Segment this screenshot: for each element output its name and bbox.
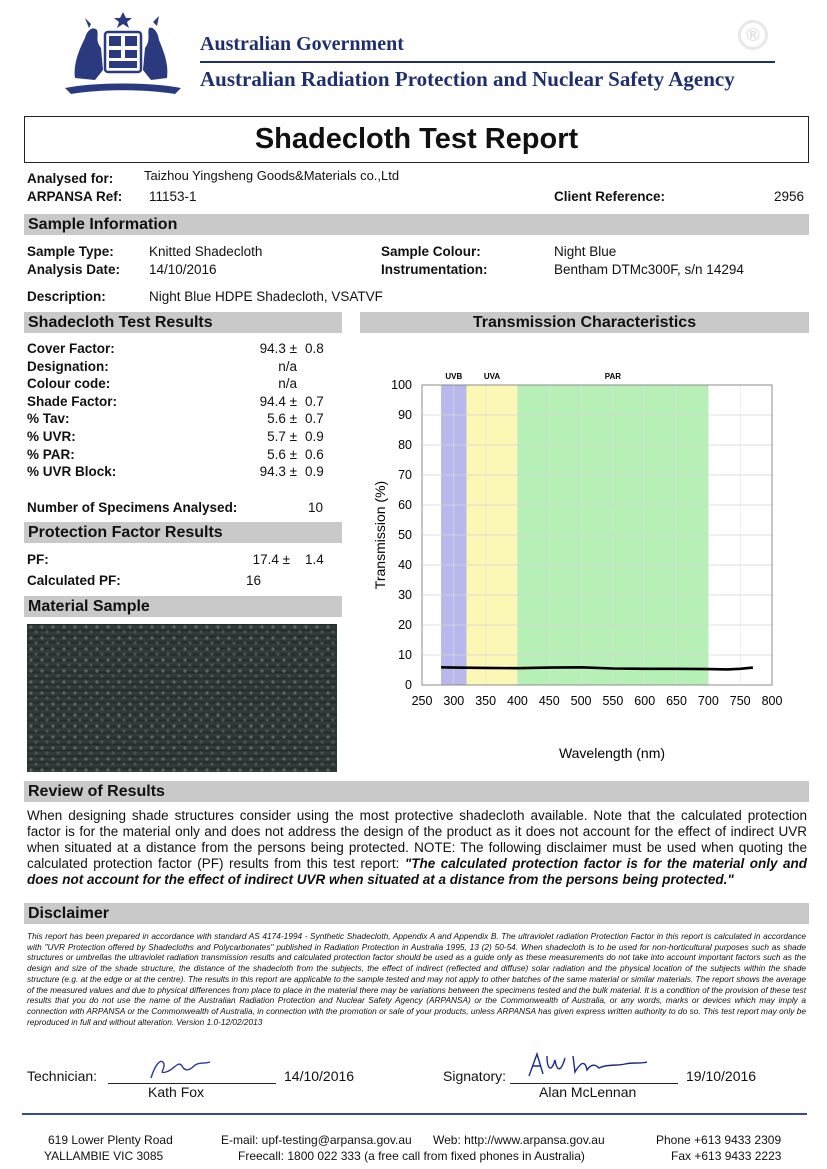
calculated-pf-label: Calculated PF: [27,573,121,588]
arpansa-ref-label: ARPANSA Ref: [27,189,123,204]
result-row [27,394,337,411]
y-tick-label: 20 [398,618,412,632]
x-tick-label: 600 [634,694,656,708]
sample-type-value: Knitted Shadecloth [149,244,263,259]
x-tick-label: 650 [666,694,687,708]
sample-info-heading: Sample Information [24,214,809,235]
result-row [27,411,337,428]
specimens-label: Number of Specimens Analysed: [27,500,238,515]
result-error: 0.9 [305,464,324,480]
y-tick-label: 0 [405,678,412,692]
footer-fax: Fax +613 9433 2223 [671,1149,782,1163]
result-label: % PAR: [27,446,75,462]
result-label: Designation: [27,358,109,374]
client-ref-label: Client Reference: [554,189,666,204]
technician-signature-icon [148,1056,213,1084]
disclaimer-heading: Disclaimer [24,903,809,924]
x-axis-label: Wavelength (nm) [558,745,666,761]
x-tick-label: 300 [443,694,465,708]
band-label: UVA [483,372,501,381]
result-error: 0.9 [305,429,324,444]
review-text [27,808,807,888]
y-tick-label: 50 [398,528,412,542]
review-heading: Review of Results [24,781,809,802]
pf-error: 1.4 [305,552,324,567]
signatory-label: Signatory: [443,1068,507,1084]
instrumentation-label: Instrumentation: [381,262,488,277]
result-error: 0.8 [305,341,324,356]
y-tick-label: 80 [398,438,412,452]
result-error: 0.6 [305,446,324,462]
signatory-date: 19/10/2016 [686,1068,757,1084]
x-tick-label: 400 [507,694,528,708]
result-label: Cover Factor: [27,341,115,356]
result-error: 0.7 [305,411,324,427]
footer-address-line2: YALLAMBIE VIC 3085 [44,1149,164,1163]
result-row [27,376,337,393]
test-results-heading: Shadecloth Test Results [24,312,342,333]
arpansa-ref-value: 11153-1 [149,189,197,204]
result-value: 5.6 ± [267,411,297,427]
band-label: PAR [604,372,622,381]
y-tick-label: 90 [398,408,412,422]
sample-colour-label: Sample Colour: [381,244,481,259]
instrumentation-value: Bentham DTMc300F, s/n 14294 [554,262,744,277]
y-tick-label: 70 [398,468,412,482]
result-value: 5.7 ± [267,429,297,444]
result-row [27,464,337,481]
pf-value: 17.4 ± [252,552,290,567]
review-body: When designing shade structures consider using the most protective shadecloth available. Note that the calculated protection factor is for the material only and does not address the design of the product as it does not account for the effect of indirect UVR when situated at a distance from the persons being protected. NOTE: The following disclaimer must be used when quoting the calculated protection factor (PF) results from this test report: [27,808,807,871]
x-tick-label: 350 [475,694,497,708]
result-value: n/a [278,376,297,392]
client-ref-value: 2956 [773,189,804,204]
sample-colour-value: Night Blue [554,244,617,259]
result-label: % UVR Block: [27,464,117,480]
y-tick-label: 30 [398,588,412,602]
technician-name: Kath Fox [148,1084,205,1100]
transmission-chart [372,360,792,765]
y-tick-label: 60 [398,498,412,512]
signatory-signature-icon [525,1050,650,1082]
description-value: Night Blue HDPE Shadecloth, VSATVF [149,289,383,304]
result-row [27,341,337,358]
protection-heading: Protection Factor Results [24,522,342,543]
result-value: 94.3 ± [259,341,297,356]
analysis-date-label: Analysis Date: [27,262,121,277]
description-label: Description: [27,289,106,304]
pf-label: PF: [27,552,49,567]
x-tick-label: 750 [729,694,751,708]
band-label: UVB [445,372,463,381]
x-tick-label: 700 [697,694,719,708]
x-tick-label: 500 [570,694,592,708]
y-tick-label: 100 [391,378,412,392]
footer-web[interactable]: Web: http://www.arpansa.gov.au [433,1133,605,1147]
specimens-value: 10 [308,500,324,515]
x-tick-label: 450 [538,694,560,708]
footer-email[interactable]: E-mail: upf-testing@arpansa.gov.au [221,1133,412,1147]
header-rule [200,61,775,63]
disclaimer-text: This report has been prepared in accordance with standard AS 4174-1994 - Synthetic Shadecloth, Appendix A and Appendix B. The ultraviolet radiation Protection Factor in this report is calculated in accordance with "UVR Protection offered by Shadecloths and Polycarbonates" published in Radiation Protection in Australia 1995, 13 (2) 50-54. When shadecloth is to be used for non-horticultural purposes such as shade structures or umbrellas the ultraviolet radiation transmission results and calculated protection factor should be used as a guide only as these measurements do not take into account important factors such as the design and size of the shade structure, the distance of the shadecloth from the subjects, the effect of indirect (reflected and diffuse) solar radiation and the physical location of the subjects within the shade structure (e.g. at the edge or at the centre). The results in this report are applicable to the sample tested and may not apply to other batches of the same material or similar materials. The report shows the average of the measured values and due to physical differences from place to place in the material there may be variations between the specimens tested and the bulk material. It is a condition of the provision of these test results that you do not use the name of the Australian Radiation Protection and Nuclear Safety Agency (ARPANSA) or the Commonwealth of Australia, or any words, marks or devices which may imply a connection with ARPANSA or the Commonwealth of Australia, in connection with the promotion or sale of your products, unless ARPANSA has given express written authority to do so. This test report may only be reproduced in full and without alteration. Version 1.0-12/02/2013 [27,931,806,1027]
footer-address-line1: 619 Lower Plenty Road [48,1133,173,1147]
result-value: n/a [278,358,297,374]
result-value: 94.3 ± [259,464,297,480]
y-tick-label: 10 [398,648,412,662]
footer-rule [22,1113,807,1115]
x-tick-label: 550 [602,694,624,708]
page-title: Shadecloth Test Report [24,116,809,163]
agency-title: Australian Radiation Protection and Nuclear Safety Agency [200,67,735,91]
footer-freecall: Freecall: 1800 022 333 (a free call from fixed phones in Australia) [238,1149,585,1163]
analysis-date-value: 14/10/2016 [149,262,217,277]
technician-label: Technician: [27,1068,98,1084]
result-row [27,359,337,376]
result-value: 94.4 ± [259,393,297,409]
result-label: % Tav: [27,411,70,427]
calculated-pf-value: 16 [246,573,262,588]
result-label: Shade Factor: [27,393,118,409]
result-label: Colour code: [27,376,111,392]
footer-phone: Phone +613 9433 2309 [656,1133,782,1147]
analysed-for-value: Taizhou Yingsheng Goods&Materials co.,Ltd [144,168,400,183]
material-sample-heading: Material Sample [24,596,342,617]
y-axis-label: Transmission (%) [372,480,388,590]
technician-date: 14/10/2016 [284,1068,355,1084]
x-tick-label: 800 [761,694,783,708]
sample-type-label: Sample Type: [27,244,114,259]
government-title: Australian Government [200,33,404,55]
coat-of-arms-icon [55,8,190,98]
result-value: 5.6 ± [267,446,297,462]
x-tick-label: 250 [411,694,433,708]
analysed-for-label: Analysed for: [27,171,114,186]
result-row [27,447,337,464]
result-label: % UVR: [27,429,76,444]
signatory-name: Alan McLennan [539,1084,637,1100]
result-error: 0.7 [305,393,324,409]
y-tick-label: 40 [398,558,412,572]
review-quote: "The calculated protection factor is for the material only and does not account for the effect of indirect UVR when situated at a distance from the persons being protected." [27,856,807,887]
result-row [27,429,337,446]
registered-mark: ® [738,20,768,50]
material-sample-image [27,624,337,772]
transmission-heading: Transmission Characteristics [360,312,809,333]
